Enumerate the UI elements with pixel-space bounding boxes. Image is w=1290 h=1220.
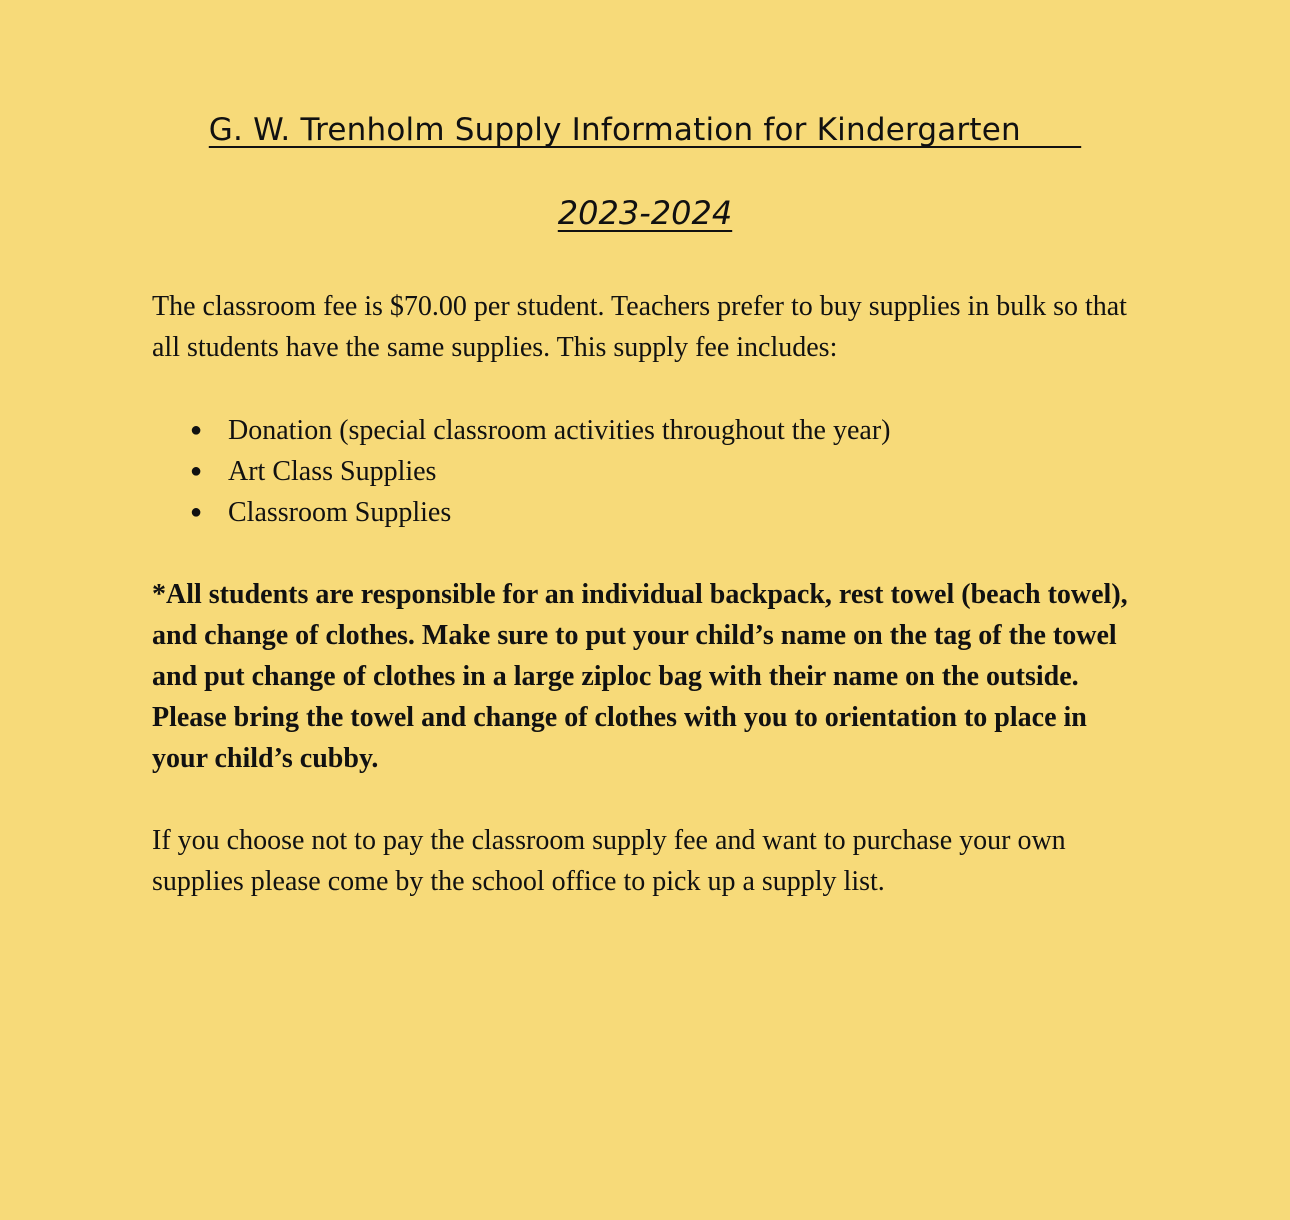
bullet-icon: ● <box>190 501 203 523</box>
bullet-icon: ● <box>190 460 203 482</box>
student-responsibility-notice: *All students are responsible for an individual backpack, rest towel (beach towel), and change of clothes. Make sure to put your child’s name on the tag of the towel and put change of clothes in a large ziploc bag with their name on the outside. Please bring the towel and change of clothes with you to orientation to place in your child’s cubby. <box>152 579 1128 774</box>
document-title: G. W. Trenholm Supply Information for Kindergarten <box>208 112 1082 148</box>
bullet-icon: ● <box>190 419 203 441</box>
list-item <box>190 410 890 451</box>
list-item-text: Art Class Supplies <box>228 456 437 487</box>
list-item-text: Donation (special classroom activities throughout the year) <box>228 415 891 446</box>
list-item <box>190 451 890 492</box>
school-year: 2023-2024 <box>557 194 733 232</box>
fee-introduction: The classroom fee is $70.00 per student. Teachers prefer to buy supplies in bulk so that all students have the same supplies. This supply fee includes: <box>152 291 1127 363</box>
list-item-text: Classroom Supplies <box>228 497 452 528</box>
own-supplies-note: If you choose not to pay the classroom supply fee and want to purchase your own supplies please come by the school office to pick up a supply list. <box>152 825 1066 897</box>
list-item <box>190 492 890 533</box>
fee-includes-list <box>190 410 890 533</box>
